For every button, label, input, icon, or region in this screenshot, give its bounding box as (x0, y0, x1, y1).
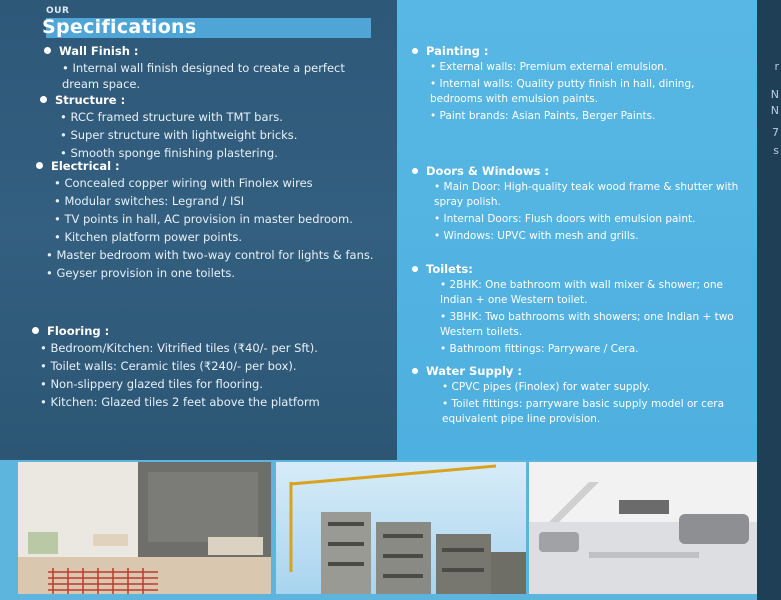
page-title: Specifications (42, 16, 197, 38)
eyebrow-label: OUR (46, 6, 70, 16)
spec-item: • Internal Doors: Flush doors with emulsion paint. (434, 213, 696, 225)
spec-item: • CPVC pipes (Finolex) for water supply. (442, 381, 651, 393)
spec-item: • Concealed copper wiring with Finolex wires (54, 176, 313, 190)
spec-item: • Internal walls: Quality putty finish in hall, dining, bedrooms with emulsion paints. (430, 78, 695, 105)
spec-item: • Modular switches: Legrand / ISI (54, 194, 245, 208)
room-interior-image (18, 462, 271, 594)
section-wall-finish: Wall Finish : • Internal wall finish designed to create a perfect dream space. (44, 44, 384, 92)
spec-item: • Main Door: High-quality teak wood frame & shutter with spray polish. (434, 181, 739, 208)
section-doors-windows: Doors & Windows : • Main Door: High-quality teak wood frame & shutter with spray polish. • Internal Doors: Flush doors with emulsion paint. • Windows: UPVC with mesh and grills. (412, 164, 742, 244)
section-water-supply: Water Supply : • CPVC pipes (Finolex) for water supply. • Toilet fittings: parryware basic supply model or cera equivalent pipe line provision. (412, 364, 747, 427)
spec-item: • Bedroom/Kitchen: Vitrified tiles (₹40/- per Sft). (40, 341, 318, 355)
spec-item: • Bathroom fittings: Parryware / Cera. (440, 343, 639, 355)
spec-item: • Paint brands: Asian Paints, Berger Paints. (430, 110, 656, 122)
section-painting: Painting : • External walls: Premium external emulsion. • Internal walls: Quality putty finish in hall, dining, bedrooms with emulsion paints. • Paint brands: Asian Paints, Berger Paints. (412, 44, 742, 124)
bullet-icon (40, 96, 47, 103)
spec-item: • Super structure with lightweight bricks. (60, 128, 298, 142)
spec-item: • Windows: UPVC with mesh and grills. (434, 230, 639, 242)
section-toilets: Toilets: • 2BHK: One bathroom with wall mixer & shower; one Indian + one Western toilet. • 3BHK: Two bathrooms with showers; one Indian + two Western toilets. • Bathroom fittings: Parryware / Cera. (412, 262, 747, 357)
bullet-icon (412, 266, 418, 272)
living-room-image (529, 462, 757, 594)
bullet-icon (412, 368, 418, 374)
spec-item: • Master bedroom with two-way control for lights & fans. (46, 248, 374, 262)
spec-item: • Kitchen platform power points. (54, 230, 243, 244)
spec-item: • Non-slippery glazed tiles for flooring. (40, 377, 263, 391)
spec-item: • 3BHK: Two bathrooms with showers; one Indian + two Western toilets. (440, 311, 734, 338)
spec-item: • Toilet walls: Ceramic tiles (₹240/- per box). (40, 359, 297, 373)
bullet-icon (412, 168, 418, 174)
spec-item: • Kitchen: Glazed tiles 2 feet above the platform (40, 395, 320, 409)
bullet-icon (44, 47, 51, 54)
spec-item: • Smooth sponge finishing plastering. (60, 146, 278, 160)
section-electrical: Electrical : • Concealed copper wiring with Finolex wires • Modular switches: Legrand / ISI • TV points in hall, AC provision in master bedroom. • Kitchen platform power points. • Master bedroom with two-way control for lights & fans. • Geyser provision in one toilets. (36, 159, 380, 281)
bullet-icon (32, 327, 39, 334)
section-structure: Structure : • RCC framed structure with TMT bars. • Super structure with lightweight bricks. • Smooth sponge finishing plastering. (40, 93, 384, 161)
edge-overflow-text: r N N 7 s (757, 0, 781, 600)
spec-item: • TV points in hall, AC provision in master bedroom. (54, 212, 353, 226)
spec-item: • Geyser provision in one toilets. (46, 266, 236, 280)
spec-item: • Toilet fittings: parryware basic supply model or cera equivalent pipe line provision. (442, 398, 725, 425)
construction-site-image (276, 462, 526, 594)
spec-item: • External walls: Premium external emulsion. (430, 61, 668, 73)
section-flooring: Flooring : • Bedroom/Kitchen: Vitrified tiles (₹40/- per Sft). • Toilet walls: Ceramic tiles (₹240/- per box). • Non-slippery glazed tiles for flooring. • Kitchen: Glazed tiles 2 feet above the platform (32, 324, 382, 410)
spec-item: • 2BHK: One bathroom with wall mixer & shower; one Indian + one Western toilet. (440, 279, 723, 306)
spec-item: • RCC framed structure with TMT bars. (60, 110, 283, 124)
bullet-icon (412, 48, 418, 54)
bullet-icon (36, 162, 43, 169)
spec-item: • Internal wall finish designed to create a perfect dream space. (62, 61, 345, 91)
